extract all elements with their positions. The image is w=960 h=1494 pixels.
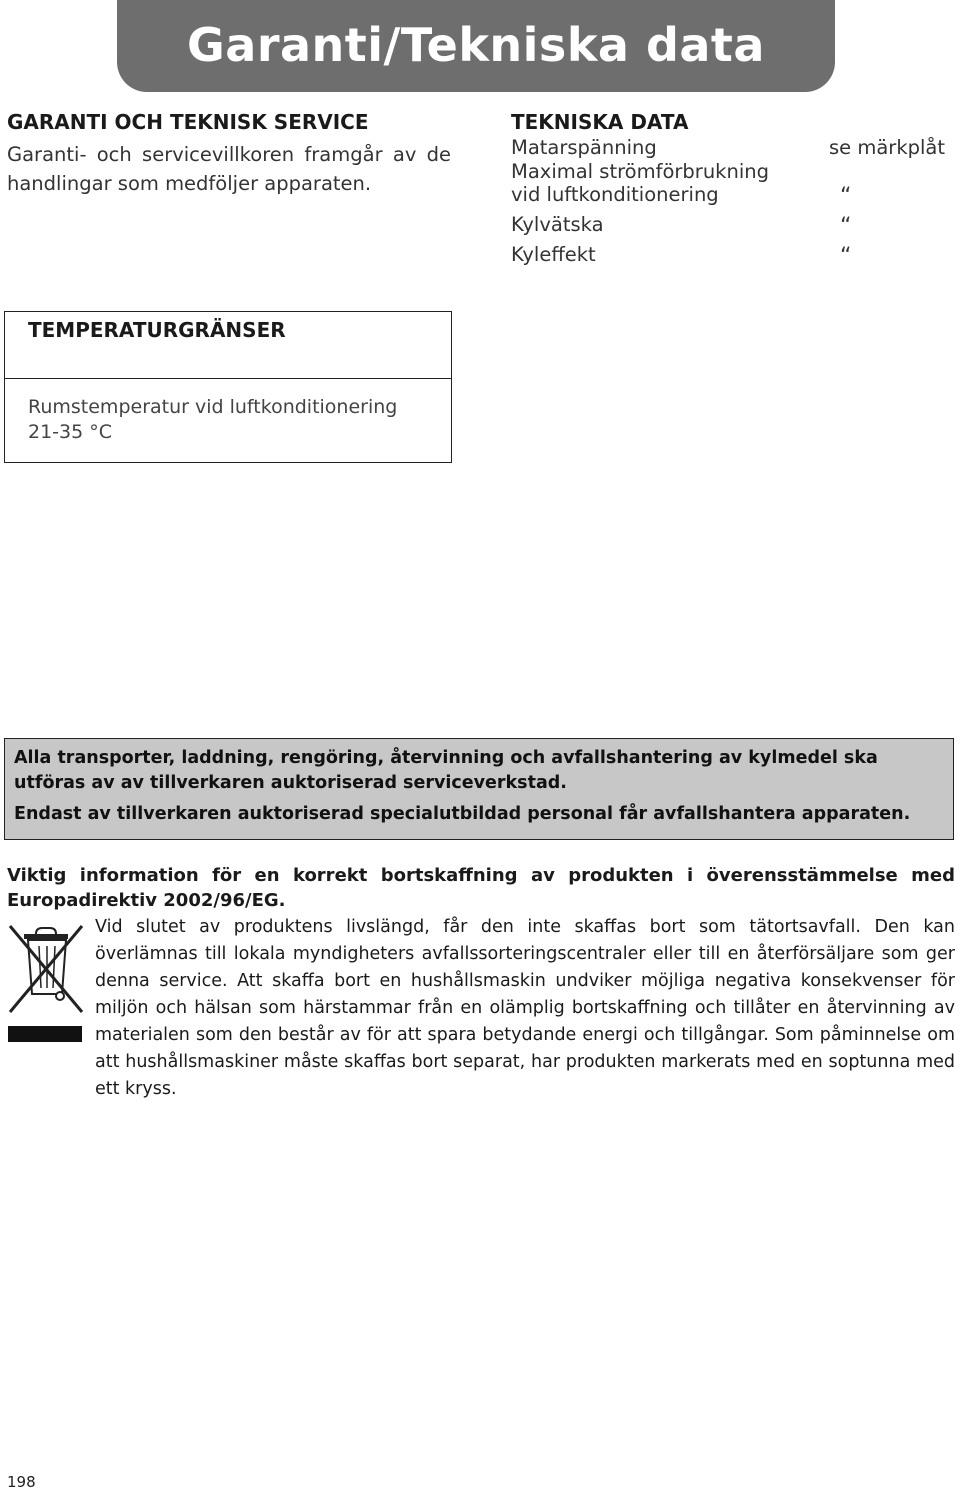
temperature-heading: TEMPERATURGRÄNSER: [28, 318, 286, 342]
weee-body-text: Vid slutet av produktens livslängd, får den inte skaffas bort som tätortsavfall. Den kan överlämnas till lokala myndigheters avfallssorteringscentraler eller till en återförsäljare som ger denna service. Att skaffa bort en hushållsmaskin undviker möjliga negativa konsekvenser för miljön och hälsan som härstammar från en olämplig bortskaffning och tillåter en återvinning av materialen som den består av för att spara betydande energi och tillgångar. Som påminnelse om att hushållsmaskiner måste skaffas bort separat, har produkten markerats med en soptunna med ett kryss.: [95, 917, 955, 1099]
notice-paragraph-1: Alla transporter, laddning, rengöring, återvinning och avfallshantering av kylmedel ska utföras av av tillverkaren auktoriserad serviceverkstad.: [14, 748, 878, 793]
tech-value-power: “: [840, 184, 852, 209]
tech-label-refrigerant: Kylvätska: [511, 213, 604, 236]
notice-paragraph-2: Endast av tillverkaren auktoriserad specialutbildad personal får avfallshantera apparaten.: [14, 804, 911, 824]
temperature-divider: [4, 378, 452, 379]
tech-data-heading: TEKNISKA DATA: [511, 110, 689, 134]
tech-label-cooling: Kyleffekt: [511, 243, 596, 266]
tech-label-voltage: Matarspänning: [511, 136, 657, 159]
tech-label-power-line1: Maximal strömförbrukning: [511, 160, 769, 183]
weee-heading: Viktig information för en korrekt bortskaffning av produkten i överensstämmelse med Europadirektiv 2002/96/EG.: [7, 865, 955, 911]
page-title: Garanti/Tekniska data: [187, 18, 765, 72]
page-number: 198: [7, 1473, 36, 1491]
tech-value-refrigerant: “: [840, 214, 852, 239]
temperature-line2: 21-35 °C: [28, 421, 113, 443]
crossed-out-wheelie-bin-icon: [6, 920, 84, 1048]
tech-value-cooling: “: [840, 244, 852, 269]
tech-label-power-line2: vid luftkonditionering: [511, 183, 719, 206]
tech-value-voltage: se märkplåt: [829, 136, 946, 159]
warranty-heading: GARANTI OCH TEKNISK SERVICE: [7, 110, 369, 134]
temperature-line1: Rumstemperatur vid luftkonditionering: [28, 396, 398, 418]
warranty-text: Garanti- och servicevillkoren framgår av de handlingar som medföljer apparaten.: [7, 143, 451, 195]
temperature-text: [28, 395, 397, 445]
